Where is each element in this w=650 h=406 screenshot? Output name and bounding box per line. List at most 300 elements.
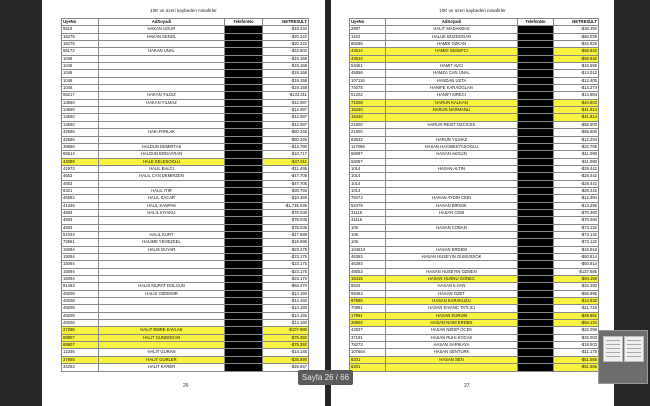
net-result-cell: -$35.890 [263, 356, 309, 363]
member-name-cell: HASAN ERDEM [386, 246, 518, 253]
net-result-cell: -$19.158 [263, 85, 309, 92]
member-name-cell [386, 180, 518, 187]
redacted-phone-cell [225, 107, 263, 114]
member-id-cell: 15094 [62, 246, 99, 253]
redacted-phone-cell [518, 342, 554, 349]
net-result-cell: -$20.222 [263, 41, 309, 48]
redacted-phone-cell [518, 327, 554, 334]
net-result-cell: -$51.555 [554, 356, 599, 363]
thumbnail-page-right[interactable] [624, 336, 644, 362]
redacted-phone-cell [518, 217, 554, 224]
net-result-cell: -$23.175 [263, 268, 309, 275]
member-id-cell: 42937 [350, 327, 386, 334]
table-row [62, 63, 309, 70]
member-name-cell: HARUN NARMANLI [386, 107, 518, 114]
member-id-cell: 1014 [350, 180, 386, 187]
member-id-cell: 12346 [62, 349, 99, 356]
member-id-cell: 31116 [350, 217, 386, 224]
member-id-cell: 46393 [350, 261, 386, 268]
redacted-phone-cell [225, 55, 263, 62]
net-result-cell: -$94.159 [554, 276, 599, 283]
net-result-cell: -$78.036 [263, 209, 309, 216]
net-result-cell: -$55.500 [554, 121, 599, 128]
redacted-phone-cell [225, 129, 263, 136]
redacted-phone-cell [518, 143, 554, 150]
member-name-cell: HASAN HUSEYIN GUMUSSOK [386, 254, 518, 261]
net-result-cell: -$11.715 [554, 305, 599, 312]
net-result-cell: -$41.814 [554, 107, 599, 114]
net-result-cell: -$11.495 [263, 165, 309, 172]
column-header: TelefonNo [225, 19, 263, 26]
net-result-cell: -$14.160 [263, 298, 309, 305]
member-id-cell: 32666 [62, 129, 99, 136]
member-name-cell [99, 41, 225, 48]
member-id-cell: 17951 [350, 312, 386, 319]
table-row [350, 349, 599, 356]
net-result-cell: -$12.087 [263, 114, 309, 121]
redacted-phone-cell [518, 180, 554, 187]
table-row [350, 364, 599, 371]
member-name-cell: HAKAN SENOL [99, 33, 225, 40]
redacted-phone-cell [225, 224, 263, 231]
redacted-phone-cell [225, 92, 263, 99]
member-name-cell: HASAN SARIKAYA [386, 342, 518, 349]
redacted-phone-cell [518, 312, 554, 319]
member-id-cell: 107664 [350, 349, 386, 356]
member-id-cell: 34253 [62, 364, 99, 371]
redacted-phone-cell [225, 364, 263, 371]
member-id-cell: 41345 [62, 202, 99, 209]
right-page-title: 10K ve üzeri kaybeden misafirler [439, 8, 506, 13]
member-name-cell [386, 129, 518, 136]
member-name-cell: HALIT GURAN [99, 349, 225, 356]
member-name-cell: HASAN HUSNU GONEC [386, 276, 518, 283]
net-result-cell: -$51.555 [554, 364, 599, 371]
member-id-cell: 15094 [62, 268, 99, 275]
redacted-phone-cell [518, 41, 554, 48]
table-row [350, 85, 599, 92]
member-name-cell: HARUN KALKAN [386, 99, 518, 106]
member-id-cell: 65172 [62, 48, 99, 55]
member-name-cell: HASAN BIRISIK [386, 202, 518, 209]
member-id-cell: 4653 [62, 173, 99, 180]
net-result-cell: -$70.460 [554, 217, 599, 224]
member-name-cell: HARUN RESIT OZCICEK [386, 121, 518, 128]
redacted-phone-cell [225, 70, 263, 77]
member-name-cell [99, 70, 225, 77]
member-name-cell [99, 261, 225, 268]
redacted-phone-cell [518, 246, 554, 253]
table-row [62, 283, 309, 290]
member-name-cell [386, 217, 518, 224]
net-result-cell: -$23.175 [263, 254, 309, 261]
member-name-cell: HASAN CEBI [386, 209, 518, 216]
member-name-cell: HASAN SEN [386, 356, 518, 363]
table-row [62, 151, 309, 158]
member-id-cell: 1046 [62, 77, 99, 84]
redacted-phone-cell [518, 298, 554, 305]
table-row [62, 231, 309, 238]
member-id-cell: 15094 [62, 261, 99, 268]
table-row [350, 129, 599, 136]
table-row [62, 305, 309, 312]
table-row [350, 217, 599, 224]
table-row [350, 261, 599, 268]
member-name-cell [99, 217, 225, 224]
redacted-phone-cell [518, 77, 554, 84]
net-result-cell: -$56.842 [554, 48, 599, 55]
member-name-cell: HALIS DUYAR [99, 246, 225, 253]
member-id-cell: 46582 [62, 195, 99, 202]
net-result-cell: -$75.392 [263, 342, 309, 349]
redacted-phone-cell [225, 26, 263, 33]
member-name-cell: HALDUN ERDAYRAN [99, 151, 225, 158]
net-result-cell: -$28.442 [554, 165, 599, 172]
redacted-phone-cell [225, 283, 263, 290]
redacted-phone-cell [225, 180, 263, 187]
member-id-cell: 49208 [62, 290, 99, 297]
redacted-phone-cell [518, 26, 554, 33]
table-row [350, 305, 599, 312]
column-header: AdSoyadi [386, 19, 518, 26]
table-row [350, 165, 599, 172]
net-result-cell: -$14.274 [554, 85, 599, 92]
member-id-cell: 53451 [350, 63, 386, 70]
net-result-cell: -$56.842 [554, 55, 599, 62]
member-name-cell: HAKAN YILMAZ [99, 99, 225, 106]
table-row [350, 320, 599, 327]
table-row [62, 77, 309, 84]
member-name-cell [386, 239, 518, 246]
member-name-cell [386, 261, 518, 268]
net-result-cell: -$55.500 [554, 129, 599, 136]
redacted-phone-cell [225, 290, 263, 297]
table-row [350, 70, 599, 77]
table-row [62, 136, 309, 143]
member-id-cell: 16275 [62, 33, 99, 40]
member-name-cell: HAMZA CAN UNAL [386, 70, 518, 77]
member-id-cell: 1014 [350, 165, 386, 172]
left-page-title: 10K ve üzeri kaybeden misafirler [150, 8, 217, 13]
member-id-cell: 37855 [62, 356, 99, 363]
redacted-phone-cell [518, 254, 554, 261]
column-header: UyeNo [62, 19, 99, 26]
redacted-phone-cell [518, 356, 554, 363]
member-name-cell: HAMDI OZKAN [386, 41, 518, 48]
redacted-phone-cell [518, 283, 554, 290]
redacted-phone-cell [225, 231, 263, 238]
redacted-phone-cell [225, 41, 263, 48]
table-row [350, 180, 599, 187]
table-row [62, 129, 309, 136]
member-name-cell: HAKI PARLAK [99, 129, 225, 136]
net-result-cell: -$13.933 [554, 298, 599, 305]
member-id-cell: 1046 [62, 55, 99, 62]
member-name-cell [99, 298, 225, 305]
table-row [62, 173, 309, 180]
member-id-cell: 107116 [350, 77, 386, 84]
member-name-cell: HAMDI SEDEFCI [386, 48, 518, 55]
member-name-cell: HALDUN DEMIRTAS [99, 143, 225, 150]
net-result-cell: -$12.405 [554, 77, 599, 84]
redacted-phone-cell [518, 224, 554, 231]
redacted-phone-cell [225, 63, 263, 70]
table-row [62, 342, 309, 349]
net-result-cell: -$14.160 [263, 320, 309, 327]
redacted-phone-cell [518, 261, 554, 268]
net-result-cell: -$42.828 [554, 41, 599, 48]
member-id-cell: 41973 [62, 165, 99, 172]
table-row [350, 209, 599, 216]
net-result-cell: -$28.442 [554, 180, 599, 187]
table-row [350, 107, 599, 114]
table-row [62, 290, 309, 297]
member-id-cell: 4593 [62, 224, 99, 231]
redacted-phone-cell [225, 151, 263, 158]
page-thumbnail-preview[interactable] [598, 330, 648, 384]
column-header: AdSoyadi [99, 19, 225, 26]
member-name-cell [99, 85, 225, 92]
member-name-cell: HALIL KACAR [99, 195, 225, 202]
redacted-phone-cell [225, 143, 263, 150]
net-result-cell: -$14.160 [263, 305, 309, 312]
member-id-cell: 85514 [62, 151, 99, 158]
column-header: NETRESULT [554, 19, 599, 26]
table-row [62, 246, 309, 253]
member-name-cell: HASAN NAIM ERDEN [386, 320, 518, 327]
redacted-phone-cell [225, 77, 263, 84]
member-name-cell [386, 173, 518, 180]
net-result-cell: -$19.158 [263, 55, 309, 62]
table-row [350, 151, 599, 158]
member-name-cell [99, 63, 225, 70]
thumbnail-page-left[interactable] [603, 336, 623, 362]
member-name-cell: HALIT GUNDOGAN [99, 334, 225, 341]
member-id-cell: 37191 [350, 334, 386, 341]
net-result-cell: -$28.657 [263, 364, 309, 371]
table-row [62, 99, 309, 106]
member-name-cell [99, 268, 225, 275]
member-name-cell: HASAN KARAKUZU [386, 298, 518, 305]
net-result-cell: -$94.124 [554, 320, 599, 327]
net-result-cell: -$1.735.035 [263, 202, 309, 209]
table-row [62, 349, 309, 356]
net-result-cell: -$73.132 [554, 231, 599, 238]
redacted-phone-cell [518, 268, 554, 275]
net-result-cell: -$56.895 [554, 290, 599, 297]
member-id-cell: 1046 [62, 70, 99, 77]
table-row [350, 55, 599, 62]
right-page-number: 27 [464, 383, 470, 389]
table-row [350, 298, 599, 305]
member-id-cell: 69907 [62, 342, 99, 349]
net-result-cell: -$14.012 [554, 70, 599, 77]
member-id-cell: 8201 [350, 356, 386, 363]
net-result-cell: -$78.036 [263, 217, 309, 224]
member-id-cell: 15340 [350, 114, 386, 121]
table-row [62, 121, 309, 128]
table-row [62, 276, 309, 283]
redacted-phone-cell [225, 268, 263, 275]
redacted-phone-cell [518, 114, 554, 121]
net-result-cell: -$14.884 [554, 92, 599, 99]
member-id-cell: 86286 [350, 41, 386, 48]
member-id-cell: 104613 [350, 246, 386, 253]
member-name-cell [99, 107, 225, 114]
member-name-cell [99, 342, 225, 349]
redacted-phone-cell [518, 99, 554, 106]
member-name-cell [99, 114, 225, 121]
member-id-cell: 69453 [350, 290, 386, 297]
redacted-phone-cell [518, 85, 554, 92]
member-name-cell: HANIFI SIRECI [386, 92, 518, 99]
member-id-cell: 52479 [350, 202, 386, 209]
member-name-cell [386, 114, 518, 121]
net-result-cell: -$50.814 [554, 261, 599, 268]
redacted-phone-cell [518, 334, 554, 341]
table-row [62, 92, 309, 99]
member-name-cell: HALIT GURLER [99, 356, 225, 363]
net-result-cell: -$49.961 [554, 312, 599, 319]
net-result-cell: -$64.470 [263, 283, 309, 290]
member-name-cell: HAKAN UNAL [99, 48, 225, 55]
member-id-cell: 31116 [350, 209, 386, 216]
net-result-cell: -$22.802 [263, 48, 309, 55]
redacted-phone-cell [518, 231, 554, 238]
redacted-phone-cell [518, 33, 554, 40]
table-header-row [62, 19, 309, 26]
page-indicator: Sayfa 26 / 66 [298, 370, 353, 385]
table-row [350, 246, 599, 253]
table-row [350, 276, 599, 283]
member-name-cell [386, 55, 518, 62]
redacted-phone-cell [225, 195, 263, 202]
redacted-phone-cell [225, 85, 263, 92]
member-id-cell: 16415 [350, 276, 386, 283]
table-row [62, 268, 309, 275]
member-name-cell: HALE KELESOGLU [99, 158, 225, 165]
redacted-phone-cell [225, 121, 263, 128]
left-document-page [42, 0, 325, 406]
net-result-cell: -$60.039 [554, 33, 599, 40]
net-result-cell: -$16.595 [554, 63, 599, 70]
column-header: UyeNo [350, 19, 386, 26]
table-row [62, 224, 309, 231]
table-row [350, 136, 599, 143]
member-id-cell: 16275 [62, 41, 99, 48]
table-row [62, 209, 309, 216]
member-id-cell: 2897 [350, 26, 386, 33]
member-id-cell: 56087 [350, 151, 386, 158]
redacted-phone-cell [225, 276, 263, 283]
redacted-phone-cell [518, 48, 554, 55]
table-row [62, 55, 309, 62]
member-id-cell: 15340 [350, 107, 386, 114]
member-id-cell: 49208 [62, 320, 99, 327]
member-id-cell: 13660 [62, 99, 99, 106]
net-result-cell: -$33.003 [554, 334, 599, 341]
member-name-cell [99, 55, 225, 62]
table-row [350, 356, 599, 363]
table-row [62, 70, 309, 77]
member-name-cell: HALIME YEHEZKEL [99, 239, 225, 246]
member-id-cell: 106 [350, 231, 386, 238]
net-result-cell: -$12.394 [554, 195, 599, 202]
redacted-phone-cell [518, 290, 554, 297]
net-result-cell: -$137.685 [554, 268, 599, 275]
member-name-cell [99, 305, 225, 312]
net-result-cell: -$12.087 [263, 107, 309, 114]
redacted-phone-cell [518, 364, 554, 371]
table-row [350, 33, 599, 40]
table-row [350, 63, 599, 70]
member-name-cell [99, 224, 225, 231]
member-name-cell: HASAN AYDIN CEBI [386, 195, 518, 202]
member-id-cell: 56087 [350, 158, 386, 165]
member-id-cell: 49053 [350, 268, 386, 275]
redacted-phone-cell [225, 239, 263, 246]
member-name-cell: HALIL BALCI [99, 165, 225, 172]
redacted-phone-cell [518, 320, 554, 327]
member-id-cell: 8201 [350, 364, 386, 371]
member-id-cell: 117088 [350, 143, 386, 150]
table-row [350, 312, 599, 319]
net-result-cell: -$80.346 [263, 136, 309, 143]
net-result-cell: -$17.589 [263, 231, 309, 238]
net-result-cell: -$10.717 [263, 151, 309, 158]
table-row [62, 180, 309, 187]
member-name-cell: HALIT MADAKBAS [386, 26, 518, 33]
member-name-cell: HASAN KURUM [386, 312, 518, 319]
redacted-phone-cell [518, 92, 554, 99]
member-id-cell: 51202 [350, 92, 386, 99]
table-row [62, 107, 309, 114]
redacted-phone-cell [225, 158, 263, 165]
member-id-cell: 87595 [350, 298, 386, 305]
member-id-cell: 71508 [350, 99, 386, 106]
member-name-cell [99, 254, 225, 261]
member-id-cell: 28902 [350, 320, 386, 327]
table-row [350, 224, 599, 231]
redacted-phone-cell [518, 239, 554, 246]
redacted-phone-cell [518, 202, 554, 209]
table-row [350, 254, 599, 261]
member-id-cell: 21800 [350, 129, 386, 136]
member-id-cell: 49208 [62, 312, 99, 319]
member-name-cell [99, 320, 225, 327]
member-id-cell: 21800 [350, 121, 386, 128]
member-id-cell: 45856 [350, 70, 386, 77]
table-row [350, 173, 599, 180]
table-row [350, 283, 599, 290]
member-name-cell: HALIL KURT [99, 231, 225, 238]
member-id-cell: 70861 [350, 305, 386, 312]
member-name-cell [99, 121, 225, 128]
table-row [62, 356, 309, 363]
net-result-cell: -$14.160 [263, 312, 309, 319]
table-row [350, 202, 599, 209]
member-name-cell: HALIT EMRE KAVLAK [99, 327, 225, 334]
member-name-cell: HAKAN YILDIZ [99, 92, 225, 99]
redacted-phone-cell [225, 48, 263, 55]
net-result-cell: -$44.803 [554, 99, 599, 106]
net-result-cell: -$11.175 [554, 349, 599, 356]
member-id-cell: 32666 [62, 136, 99, 143]
member-id-cell: 83832 [350, 136, 386, 143]
member-id-cell: 27265 [62, 327, 99, 334]
redacted-phone-cell [518, 209, 554, 216]
redacted-phone-cell [518, 70, 554, 77]
